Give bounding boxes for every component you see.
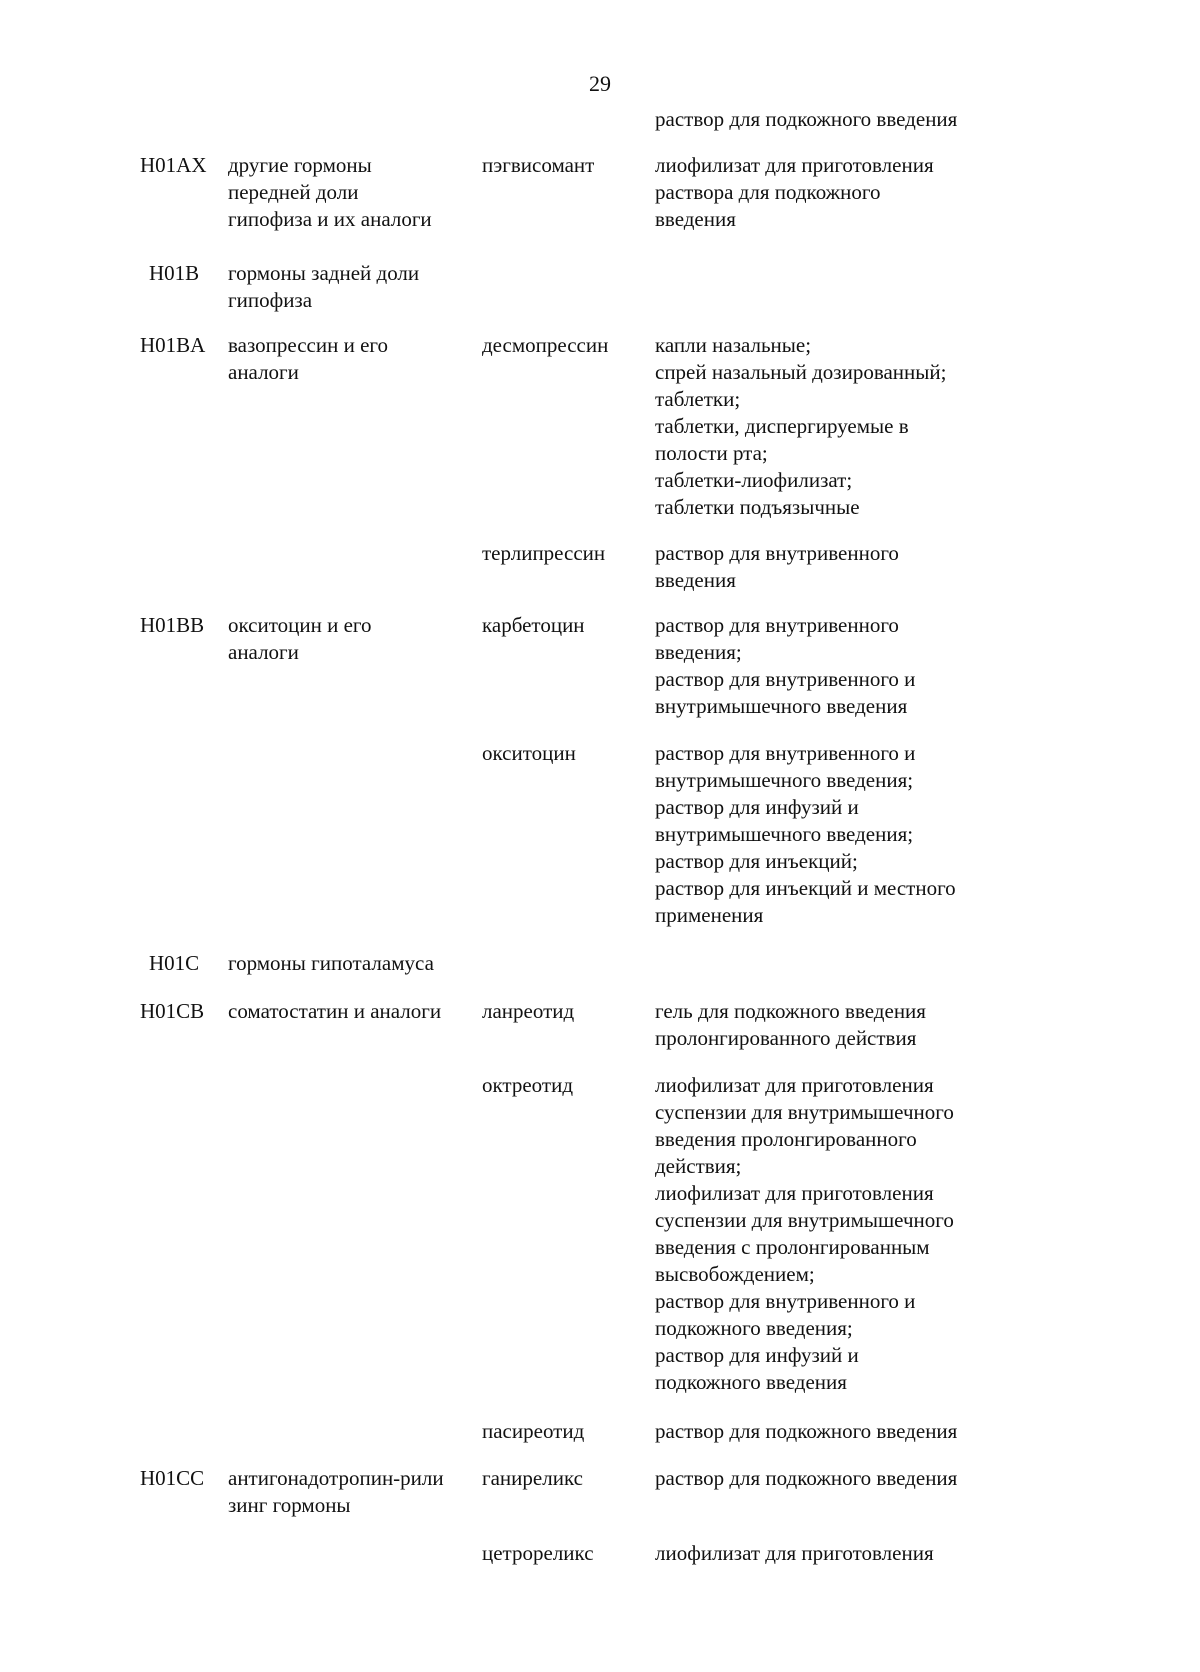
dosage-forms bbox=[655, 740, 956, 929]
dosage-forms bbox=[655, 1418, 957, 1445]
group-name-line: аналоги bbox=[228, 640, 299, 664]
atc-code: H01CB bbox=[140, 999, 205, 1023]
drug-name: окситоцин bbox=[482, 741, 576, 765]
dosage-forms bbox=[655, 1072, 954, 1396]
form-line: лиофилизат для приготовления bbox=[655, 1541, 934, 1565]
atc-code: H01B bbox=[149, 261, 200, 285]
atc-code: H01AX bbox=[140, 153, 207, 177]
dosage-forms bbox=[655, 998, 926, 1052]
group-name-line: гормоны задней доли bbox=[228, 261, 420, 285]
drug-name: пэгвисомант bbox=[482, 153, 595, 177]
form-line: таблетки; bbox=[655, 387, 741, 411]
form-line: раствор для инъекций и местного bbox=[655, 876, 956, 900]
drug-name: ланреотид bbox=[482, 999, 575, 1023]
form-line: введения bbox=[655, 207, 736, 231]
drug-name: пасиреотид bbox=[482, 1419, 585, 1443]
form-line: подкожного введения; bbox=[655, 1316, 853, 1340]
drug-name: октреотид bbox=[482, 1073, 574, 1097]
group-name bbox=[228, 950, 434, 977]
atc-code: H01BA bbox=[140, 333, 206, 357]
form-line: раствор для подкожного введения bbox=[655, 1466, 958, 1490]
form-line: раствор для подкожного введения bbox=[655, 107, 958, 131]
form-line: лиофилизат для приготовления bbox=[655, 1181, 934, 1205]
group-name-line: окситоцин и его bbox=[228, 613, 372, 637]
form-line: гель для подкожного введения bbox=[655, 999, 926, 1023]
group-name bbox=[228, 152, 432, 233]
group-name bbox=[228, 260, 419, 314]
form-line: капли назальные; bbox=[655, 333, 812, 357]
form-line: суспензии для внутримышечного bbox=[655, 1208, 954, 1232]
atc-code: H01C bbox=[149, 951, 200, 975]
form-line: подкожного введения bbox=[655, 1370, 847, 1394]
group-name-line: гормоны гипоталамуса bbox=[228, 951, 434, 975]
form-line: раствор для внутривенного bbox=[655, 613, 899, 637]
form-line: внутримышечного введения; bbox=[655, 768, 914, 792]
form-line: пролонгированного действия bbox=[655, 1026, 917, 1050]
form-line: раствор для инфузий и bbox=[655, 1343, 859, 1367]
group-name-line: соматостатин и аналоги bbox=[228, 999, 442, 1023]
form-line: раствор для внутривенного и bbox=[655, 741, 916, 765]
group-name-line: вазопрессин и его bbox=[228, 333, 388, 357]
drug-name: ганиреликс bbox=[482, 1466, 583, 1490]
dosage-forms bbox=[655, 540, 899, 594]
continuation-form bbox=[655, 106, 957, 133]
dosage-forms bbox=[655, 1465, 957, 1492]
form-line: таблетки, диспергируемые в bbox=[655, 414, 909, 438]
group-name-line: другие гормоны bbox=[228, 153, 372, 177]
group-name bbox=[228, 612, 372, 666]
group-name bbox=[228, 998, 441, 1025]
form-line: введения bbox=[655, 568, 736, 592]
form-line: внутримышечного введения bbox=[655, 694, 908, 718]
form-line: полости рта; bbox=[655, 441, 768, 465]
form-line: раствор для инфузий и bbox=[655, 795, 859, 819]
form-line: высвобождением; bbox=[655, 1262, 815, 1286]
form-line: действия; bbox=[655, 1154, 742, 1178]
group-name-line: гипофиза bbox=[228, 288, 313, 312]
dosage-forms bbox=[655, 152, 934, 233]
dosage-forms bbox=[655, 612, 915, 720]
drug-name: терлипрессин bbox=[482, 541, 606, 565]
form-line: введения пролонгированного bbox=[655, 1127, 917, 1151]
form-line: введения с пролонгированным bbox=[655, 1235, 930, 1259]
group-name-line: антигонадотропин-рили bbox=[228, 1466, 444, 1490]
dosage-forms bbox=[655, 332, 946, 521]
group-name-line: аналоги bbox=[228, 360, 299, 384]
group-name-line: передней доли bbox=[228, 180, 359, 204]
drug-name: десмопрессин bbox=[482, 333, 609, 357]
form-line: применения bbox=[655, 903, 764, 927]
form-line: раствор для подкожного введения bbox=[655, 1419, 958, 1443]
group-name-line: зинг гормоны bbox=[228, 1493, 351, 1517]
form-line: таблетки подъязычные bbox=[655, 495, 860, 519]
form-line: лиофилизат для приготовления bbox=[655, 1073, 934, 1097]
form-line: раствор для внутривенного и bbox=[655, 667, 916, 691]
drug-name: карбетоцин bbox=[482, 613, 585, 637]
drug-name: цетрореликс bbox=[482, 1541, 594, 1565]
form-line: лиофилизат для приготовления bbox=[655, 153, 934, 177]
dosage-forms bbox=[655, 1540, 934, 1567]
atc-code: H01BB bbox=[140, 613, 205, 637]
group-name bbox=[228, 332, 388, 386]
form-line: внутримышечного введения; bbox=[655, 822, 914, 846]
form-line: раствор для инъекций; bbox=[655, 849, 858, 873]
form-line: суспензии для внутримышечного bbox=[655, 1100, 954, 1124]
page-number: 29 bbox=[589, 71, 611, 96]
form-line: раствор для внутривенного bbox=[655, 541, 899, 565]
group-name-line: гипофиза и их аналоги bbox=[228, 207, 432, 231]
atc-code: H01CC bbox=[140, 1466, 205, 1490]
form-line: спрей назальный дозированный; bbox=[655, 360, 947, 384]
group-name bbox=[228, 1465, 444, 1519]
form-line: введения; bbox=[655, 640, 742, 664]
form-line: раствора для подкожного bbox=[655, 180, 881, 204]
form-line: таблетки-лиофилизат; bbox=[655, 468, 853, 492]
form-line: раствор для внутривенного и bbox=[655, 1289, 916, 1313]
